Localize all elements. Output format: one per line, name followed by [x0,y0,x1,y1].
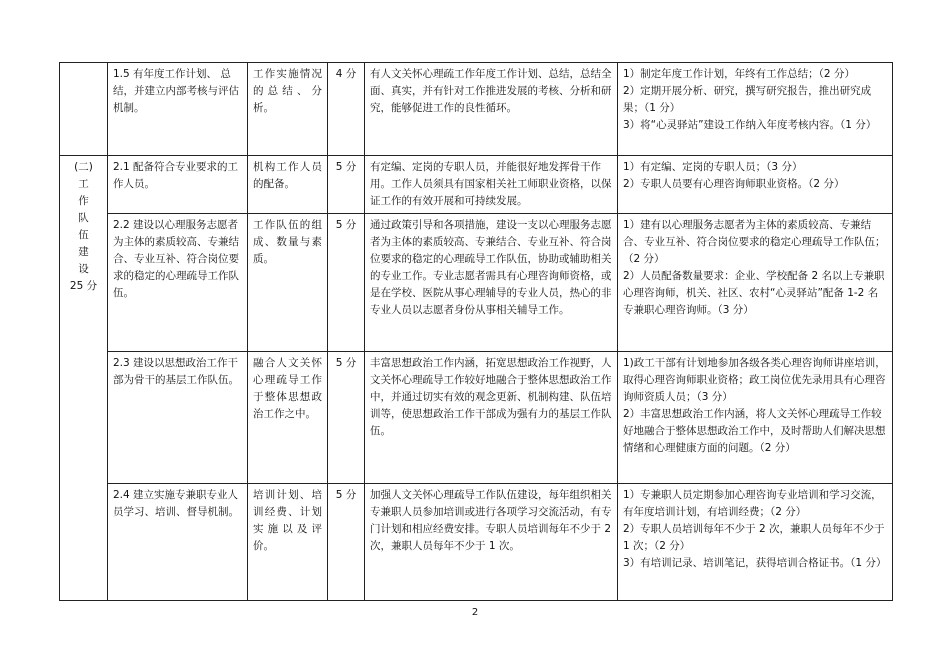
content-cell: 培训计划、培训经费、计划实施以及评价。 [248,484,328,601]
criteria-line: 2）人员配备数量要求：企业、学校配备 2 名以上专兼职心理咨询师，机关、社区、农村“心灵驿站”配备 1-2 名专兼职心理咨询师。（3 分） [623,270,885,316]
criteria-line: 1)政工干部有计划地参加各级各类心理咨询师讲座培训，取得心理咨询师职业资格；政工岗位优先录用具有心理咨询师资质人员；（3 分） [623,357,886,403]
section-label-line: 建 [78,246,89,258]
assessment-table [59,62,893,601]
standard-cell: 有人文关怀心理疏工作年度工作计划、总结，总结全面、真实，并有针对工作推进发展的考核、分析和研究，能够促进工作的良性循环。 [365,63,618,156]
item-cell: 2.1 配备符合专业要求的工作人员。 [108,156,248,214]
criteria-line: 1）建有以心理服务志愿者为主体的素质较高、专兼结合、专业互补、符合岗位要求的稳定心理疏导工作队伍；（2 分） [623,219,886,265]
criteria-line: 3）有培训记录、培训笔记，获得培训合格证书。（1 分） [623,557,887,569]
score-cell: 5 分 [328,352,365,484]
score-cell: 5 分 [328,156,365,214]
standard-cell: 有定编、定岗的专职人员，并能很好地发挥骨干作用。工作人员须具有国家相关社工师职业资格，以保证工作的有效开展和可持续发展。 [365,156,618,214]
criteria-cell [618,156,893,214]
standard-cell: 通过政策引导和各项措施，建设一支以心理服务志愿者为主体的素质较高、专兼结合、专业互补、符合岗位要求的稳定的心理疏导工作队伍，协助或辅助相关的专业工作。专业志愿者需具有心理咨询师资格，或是在学校、医院从事心理辅导的专业人员，热心的非专业人员以志愿者身份从事相关辅导工作。 [365,214,618,352]
standard-cell: 丰富思想政治工作内涵，拓宽思想政治工作视野，人文关怀心理疏导工作较好地融合于整体思想政治工作中，并通过切实有效的观念更新、机制构建、队伍培训等，使思想政治工作干部成为强有力的基层工作队伍。 [365,352,618,484]
table-row [60,156,893,214]
content-cell: 工作实施情况的总结、分析。 [248,63,328,156]
page-number: 2 [471,607,479,618]
criteria-line: 2）定期开展分析、研究，撰写研究报告，推出研究成果；（1 分） [623,85,872,114]
section-label-line: 工 [78,178,89,190]
item-cell: 1.5 有年度工作计划、 总结，并建立内部考核与评估机制。 [108,63,248,156]
criteria-line: 2）专职人员要有心理咨询师职业资格。（2 分） [623,178,845,190]
score-cell: 4 分 [328,63,365,156]
criteria-line: 3）将“心灵驿站”建设工作纳入年度考核内容。（1 分） [623,119,877,131]
section-label-line: 设 [78,263,89,275]
category-cell-empty [60,63,108,156]
score-cell: 5 分 [328,214,365,352]
content-cell: 融合人文关怀心理疏导工作于整体思想政治工作之中。 [248,352,328,484]
content-cell: 工作队伍的组成、数量与素质。 [248,214,328,352]
criteria-line: 1）制定年度工作计划，年终有工作总结；（2 分） [623,68,855,80]
section-label-line: 作 [78,195,89,207]
table-row [60,214,893,352]
table-row [60,484,893,601]
criteria-line: 1）有定编、定岗的专职人员；（3 分） [623,161,803,173]
item-cell: 2.2 建设以心理服务志愿者为主体的素质较高、专兼结合、专业互补、符合岗位要求的稳定的心理疏导工作队伍。 [108,214,248,352]
score-cell: 5 分 [328,484,365,601]
section-label-line: 25 分 [69,280,98,292]
criteria-line: 2）丰富思想政治工作内涵，将人文关怀心理疏导工作较好地融合于整体思想政治工作中，及时帮助人们解决思想情绪和心理健康方面的问题。（2 分） [623,408,886,454]
criteria-cell [618,63,893,156]
item-cell: 2.3 建设以思想政治工作干部为骨干的基层工作队伍。 [108,352,248,484]
section-label-line: 队 [78,212,89,224]
criteria-cell [618,352,893,484]
content-cell: 机构工作人员的配备。 [248,156,328,214]
item-cell: 2.4 建立实施专兼职专业人员学习、培训、督导机制。 [108,484,248,601]
criteria-cell [618,484,893,601]
criteria-line: 1）专兼职人员定期参加心理咨询专业培训和学习交流，有年度培训计划，有培训经费；（2 分） [623,489,882,518]
section-label-line: 伍 [78,229,89,241]
standard-cell: 加强人文关怀心理疏导工作队伍建设，每年组织相关专兼职人员参加培训或进行各项学习交流活动，有专门计划和相应经费安排。专职人员培训每年不少于 2 次，兼职人员每年不少于 1 次。 [365,484,618,601]
table-row [60,352,893,484]
section-category [60,156,108,601]
criteria-cell [618,214,893,352]
criteria-line: 2）专职人员培训每年不少于 2 次，兼职人员每年不少于 1 次；（2 分） [623,523,885,552]
table-row [60,63,893,156]
section-label-line: (二) [74,161,93,173]
